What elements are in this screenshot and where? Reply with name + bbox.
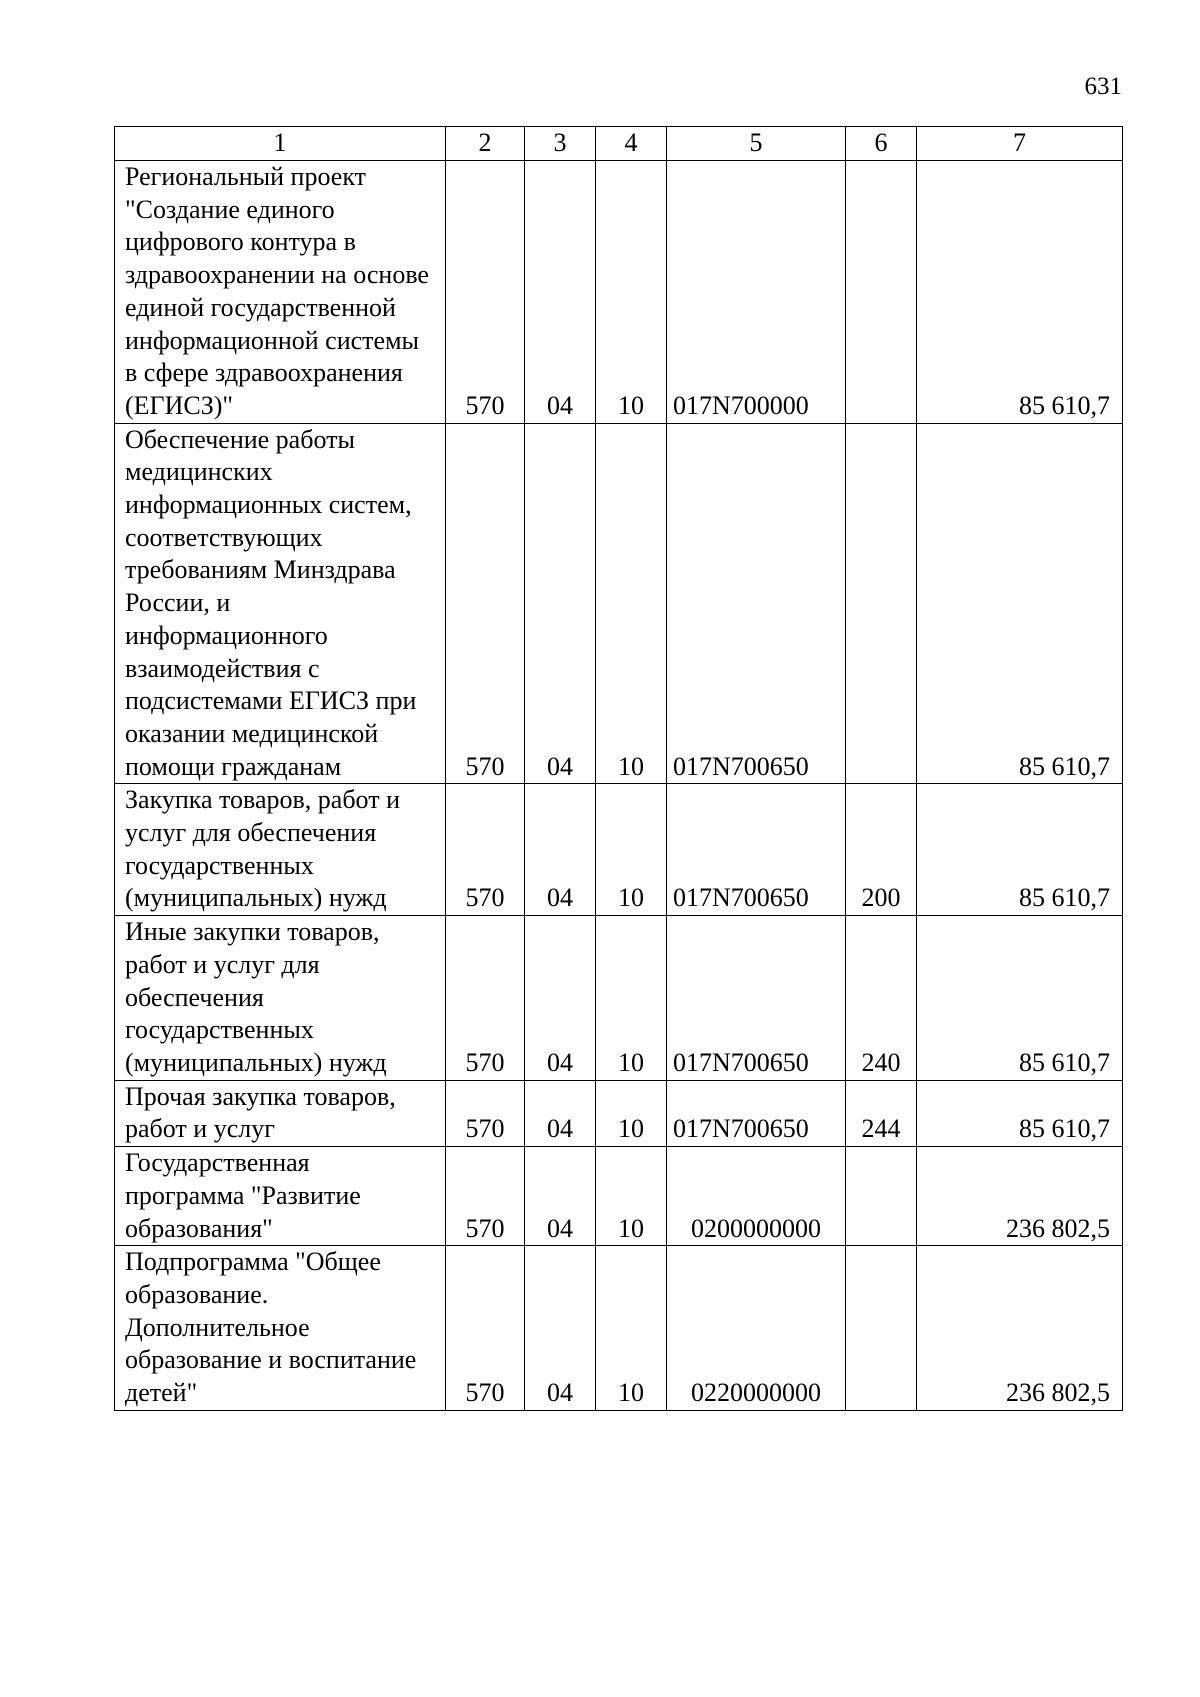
row-name: Прочая закупка товаров, работ и услуг bbox=[115, 1080, 446, 1146]
cell-col4: 10 bbox=[596, 1147, 667, 1246]
table-row bbox=[115, 1246, 1123, 1411]
cell-col3: 04 bbox=[525, 1147, 596, 1246]
column-header-5: 5 bbox=[667, 127, 846, 161]
cell-col2: 570 bbox=[446, 1147, 525, 1246]
cell-col2: 570 bbox=[446, 423, 525, 784]
column-header-4: 4 bbox=[596, 127, 667, 161]
table-row bbox=[115, 916, 1123, 1081]
cell-col2: 570 bbox=[446, 784, 525, 916]
table-row bbox=[115, 423, 1123, 784]
cell-col6: 240 bbox=[846, 916, 917, 1081]
cell-col5: 0220000000 bbox=[667, 1246, 846, 1411]
cell-col3: 04 bbox=[525, 916, 596, 1081]
row-name: Обеспечение работы медицинских информационных систем, соответствующих требованиям Минздрава России, и информационного взаимодействия с подсистемами ЕГИСЗ при оказании медицинской помощи гражданам bbox=[115, 423, 446, 784]
cell-col7: 85 610,7 bbox=[917, 161, 1123, 424]
cell-col3: 04 bbox=[525, 1246, 596, 1411]
cell-col5: 0200000000 bbox=[667, 1147, 846, 1246]
cell-col4: 10 bbox=[596, 916, 667, 1081]
table-row bbox=[115, 784, 1123, 916]
row-name: Государственная программа "Развитие образования" bbox=[115, 1147, 446, 1246]
table-row bbox=[115, 1080, 1123, 1146]
page-number: 631 bbox=[1084, 73, 1122, 100]
row-name: Подпрограмма "Общее образование. Дополнительное образование и воспитание детей" bbox=[115, 1246, 446, 1411]
cell-col3: 04 bbox=[525, 423, 596, 784]
table-row bbox=[115, 161, 1123, 424]
column-header-6: 6 bbox=[846, 127, 917, 161]
column-header-1: 1 bbox=[115, 127, 446, 161]
header-row bbox=[115, 127, 1123, 161]
cell-col7: 236 802,5 bbox=[917, 1147, 1123, 1246]
cell-col3: 04 bbox=[525, 1080, 596, 1146]
cell-col5: 017N700650 bbox=[667, 423, 846, 784]
cell-col5: 017N700650 bbox=[667, 916, 846, 1081]
cell-col6: 244 bbox=[846, 1080, 917, 1146]
cell-col7: 85 610,7 bbox=[917, 784, 1123, 916]
cell-col7: 236 802,5 bbox=[917, 1246, 1123, 1411]
column-header-7: 7 bbox=[917, 127, 1123, 161]
cell-col2: 570 bbox=[446, 1246, 525, 1411]
column-header-3: 3 bbox=[525, 127, 596, 161]
cell-col4: 10 bbox=[596, 1080, 667, 1146]
cell-col5: 017N700650 bbox=[667, 784, 846, 916]
row-name: Иные закупки товаров, работ и услуг для обеспечения государственных (муниципальных) нужд bbox=[115, 916, 446, 1081]
cell-col7: 85 610,7 bbox=[917, 1080, 1123, 1146]
cell-col6 bbox=[846, 161, 917, 424]
row-name: Региональный проект "Создание единого цифрового контура в здравоохранении на основе единой государственной информационной системы в сфере здравоохранения (ЕГИСЗ)" bbox=[115, 161, 446, 424]
cell-col4: 10 bbox=[596, 1246, 667, 1411]
cell-col7: 85 610,7 bbox=[917, 423, 1123, 784]
column-header-2: 2 bbox=[446, 127, 525, 161]
cell-col6 bbox=[846, 1147, 917, 1246]
cell-col2: 570 bbox=[446, 1080, 525, 1146]
table-row bbox=[115, 1147, 1123, 1246]
cell-col2: 570 bbox=[446, 161, 525, 424]
cell-col5: 017N700650 bbox=[667, 1080, 846, 1146]
cell-col3: 04 bbox=[525, 161, 596, 424]
budget-table bbox=[114, 126, 1123, 1411]
cell-col4: 10 bbox=[596, 784, 667, 916]
cell-col6 bbox=[846, 1246, 917, 1411]
cell-col2: 570 bbox=[446, 916, 525, 1081]
cell-col5: 017N700000 bbox=[667, 161, 846, 424]
cell-col3: 04 bbox=[525, 784, 596, 916]
cell-col6: 200 bbox=[846, 784, 917, 916]
cell-col4: 10 bbox=[596, 423, 667, 784]
cell-col4: 10 bbox=[596, 161, 667, 424]
row-name: Закупка товаров, работ и услуг для обеспечения государственных (муниципальных) нужд bbox=[115, 784, 446, 916]
cell-col7: 85 610,7 bbox=[917, 916, 1123, 1081]
cell-col6 bbox=[846, 423, 917, 784]
